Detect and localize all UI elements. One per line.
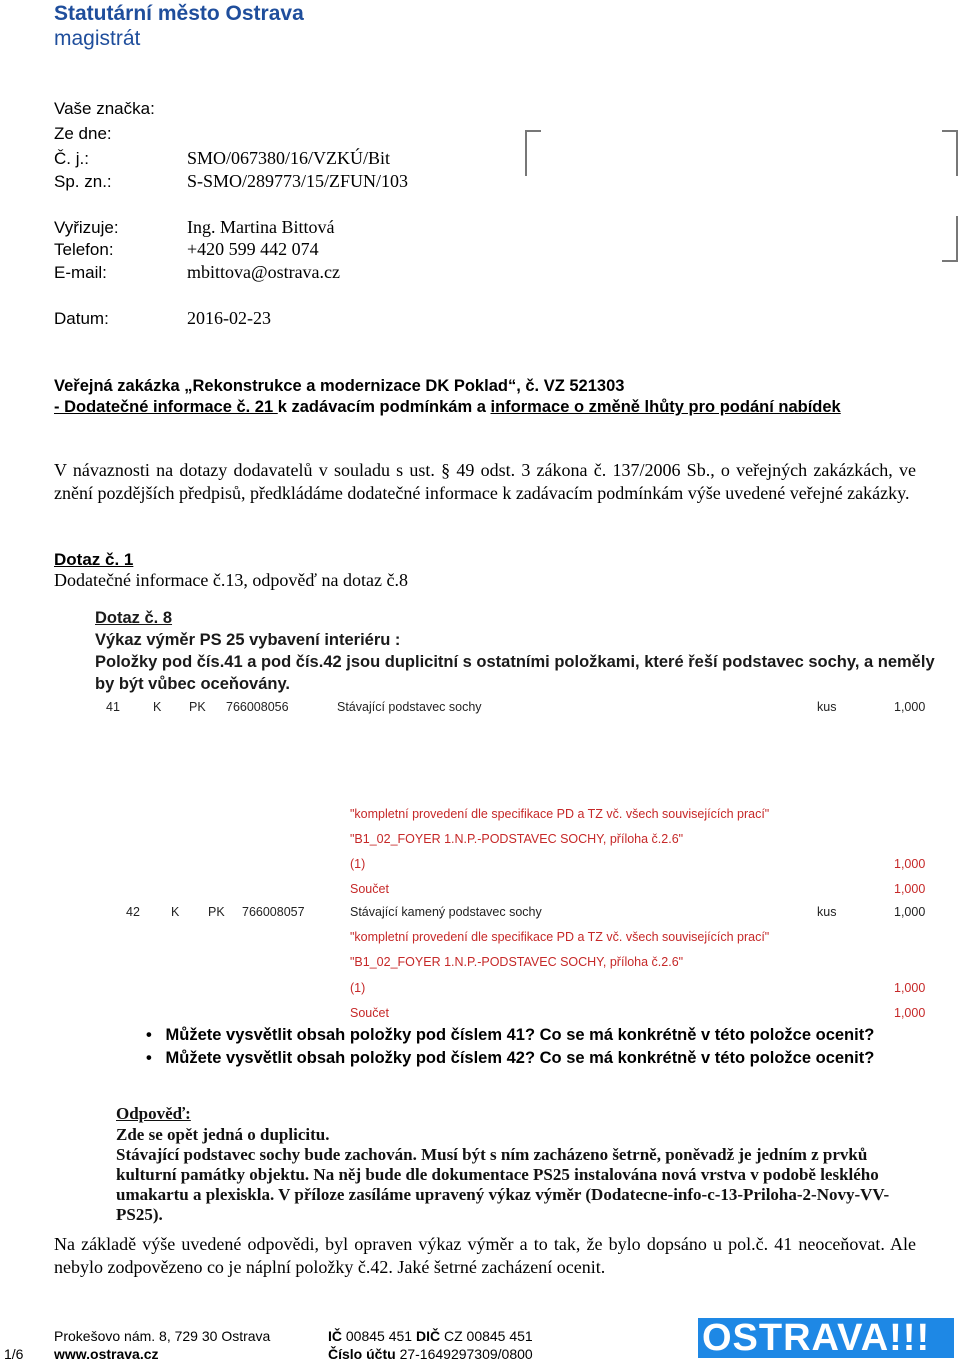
ic-value: 00845 451 [345,1328,413,1344]
spzn-label: Sp. zn.: [54,172,112,191]
odpoved-line4: umakartu a plexiskla. V příloze zasíláme upravený výkaz výměr (Dodatecne-info-c-13-Priloha-2-Novy-VV- [116,1185,890,1204]
vyrizuje-value: Ing. Martina Bittová [187,217,335,237]
bullet-dot-icon: • [146,1026,166,1044]
ic-label: IČ [328,1328,342,1344]
bullet-text-41: Můžete vysvětlit obsah položky pod číslem 41? Co se má konkrétně v této položce ocenit? [165,1026,875,1044]
closing-paragraph: Na základě výše uvedené odpovědi, byl opraven výkaz výměr a to tak, že bylo dopsáno u pol.č. 41 neoceňovat. Ale nebylo zodpovězeno co je náplní položky č.42. Jaké šetrné zacházení ocenit. [54,1234,916,1277]
bullet-item-41 [146,1026,874,1045]
footer-web-link[interactable]: www.ostrava.cz [54,1346,159,1362]
footer-address: Prokešovo nám. 8, 729 30 Ostrava [54,1328,271,1344]
address-bracket-top-left [525,130,541,176]
document-title: Veřejná zakázka „Rekonstrukce a modernizace DK Poklad“, č. VZ 521303 [54,377,625,395]
row41-k: K [153,700,162,714]
row41-qty: 1,000 [894,700,926,714]
document-subtitle [54,398,841,417]
ze-dne-label: Ze dne: [54,124,112,143]
org-sub: magistrát [54,27,141,50]
email-label: E-mail: [54,263,107,282]
row41-code: 766008056 [226,700,289,714]
footer-account [328,1346,533,1362]
intro-paragraph: V návaznosti na dotazy dodavatelů v souladu s ust. § 49 odst. 3 zákona č. 137/2006 Sb., o veřejných zakázkách, ve znění pozdějších předpisů, předkládáme dodatečné informace k zadávacím podmínkám výše uvedené veřejné zakázky. [54,460,916,503]
bullet-item-42 [146,1049,874,1068]
soucet2-qty: 1,000 [894,1006,926,1020]
cj-label: Č. j.: [54,149,89,168]
footer-ic [328,1328,533,1344]
ucet-value: 27-1649297309/0800 [399,1346,533,1362]
cj-value: SMO/067380/16/VZKÚ/Bit [187,148,391,168]
row42-code: 766008057 [242,905,305,919]
page-number: 1/6 [4,1346,24,1362]
subtitle-part-c: informace o změně lhůty pro podání nabídek [490,398,841,416]
subtitle-part-b: k zadávacím podmínkám a [277,398,491,416]
soucet2: Součet [350,1006,389,1020]
bullet-text-42: Můžete vysvětlit obsah položky pod číslem 42? Co se má konkrétně v této položce ocenit? [165,1049,875,1067]
one2: (1) [350,981,366,995]
dic-value: CZ 00845 451 [443,1328,533,1344]
scan-line2: Položky pod čís.41 a pod čís.42 jsou duplicitní s ostatními položkami, které řeší podstavec sochy, a neměly [95,653,935,671]
soucet1: Součet [350,882,389,896]
odpoved-line3: kulturní památky objektu. Na něj bude dle dokumentace PS25 instalována nová vrstva v podobě lesklého [116,1165,879,1184]
ostrava-logo: OSTRAVA!!! [698,1318,954,1358]
one1: (1) [350,857,366,871]
row41-num: 41 [106,700,120,714]
scan-line3: by být vůbec oceňovány. [95,675,291,693]
one2-qty: 1,000 [894,981,926,995]
soucet1-qty: 1,000 [894,882,926,896]
row42-pk: PK [208,905,225,919]
bullet-dot-icon: • [146,1049,166,1067]
email-value: mbittova@ostrava.cz [187,262,341,282]
vyrizuje-label: Vyřizuje: [54,218,119,237]
odpoved-heading: Odpověď: [116,1104,191,1123]
scan-heading: Dotaz č. 8 [95,609,173,627]
address-bracket-bottom-right [942,216,958,262]
row42-k: K [171,905,180,919]
row41-unit: kus [817,700,837,714]
row42-unit: kus [817,905,837,919]
spec2: "kompletní provedení dle specifikace PD a TZ vč. všech souvisejících prací" [350,930,770,944]
datum-label: Datum: [54,309,109,328]
row41-pk: PK [189,700,206,714]
row41-desc: Stávající podstavec sochy [337,700,482,714]
odpoved-line5: PS25). [116,1205,163,1224]
odpoved-line2: Stávající podstavec sochy bude zachován. Musí být s ním zacházeno šetrně, poněvadž je jedním z prvků [116,1145,868,1164]
dotaz-subline: Dodatečné informace č.13, odpověď na dotaz č.8 [54,570,408,590]
row42-qty: 1,000 [894,905,926,919]
ucet-label: Číslo účtu [328,1346,396,1362]
datum-value: 2016-02-23 [187,308,271,328]
address-bracket-top-right [942,130,958,176]
spec1: "kompletní provedení dle specifikace PD a TZ vč. všech souvisejících prací" [350,807,770,821]
one1-qty: 1,000 [894,857,926,871]
dotaz-heading: Dotaz č. 1 [54,550,134,569]
telefon-label: Telefon: [54,240,114,259]
org-name: Statutární město Ostrava [54,2,304,25]
subtitle-part-a: - Dodatečné informace č. 21 [54,398,278,416]
row42-desc: Stávající kamený podstavec sochy [350,905,542,919]
spzn-value: S-SMO/289773/15/ZFUN/103 [187,171,409,191]
odpoved-line1: Zde se opět jedná o duplicitu. [116,1125,330,1144]
ref1: "B1_02_FOYER 1.N.P.-PODSTAVEC SOCHY, příloha č.2.6" [350,832,684,846]
telefon-value: +420 599 442 074 [187,239,319,259]
row42-num: 42 [126,905,140,919]
vase-znacka-label: Vaše značka: [54,99,155,118]
scan-line1: Výkaz výměr PS 25 vybavení interiéru : [95,631,401,649]
dic-label: DIČ [415,1328,441,1344]
ref2: "B1_02_FOYER 1.N.P.-PODSTAVEC SOCHY, příloha č.2.6" [350,955,684,969]
